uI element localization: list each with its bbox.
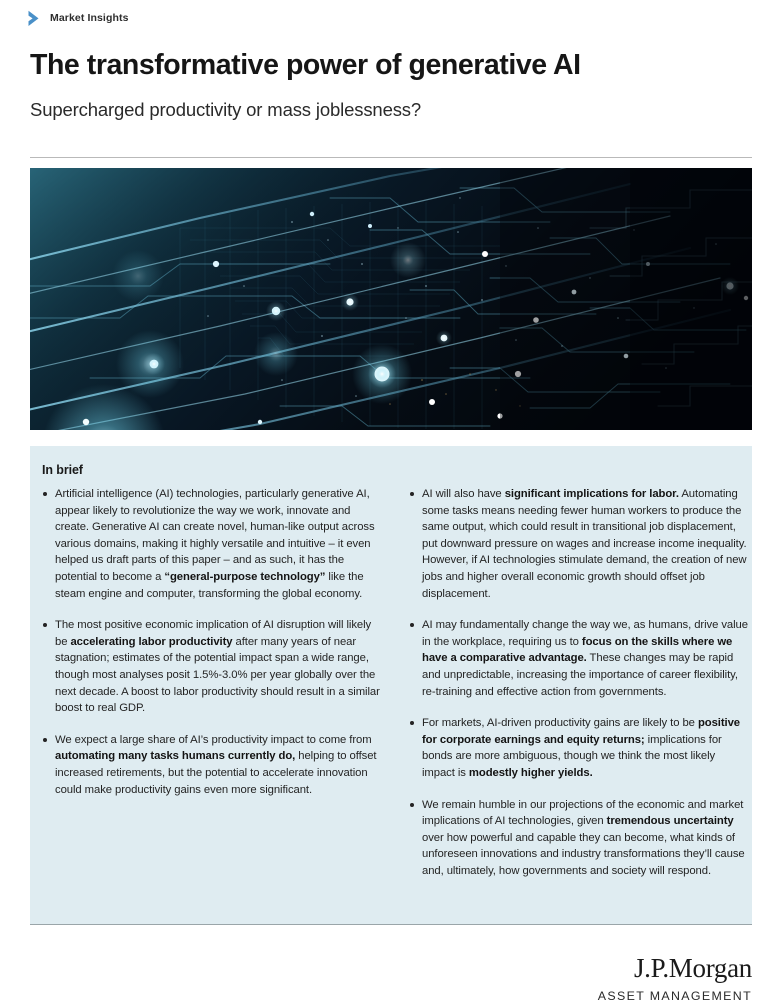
hero-image <box>30 168 752 430</box>
in-brief-right-column <box>409 486 748 879</box>
in-brief-columns <box>42 486 748 879</box>
left-bullet-list <box>42 486 381 798</box>
right-bullet-list <box>409 486 748 879</box>
chevron-right-icon <box>27 10 42 27</box>
page-title: The transformative power of generative AI <box>30 49 581 81</box>
logo-wordmark: J.P.Morgan <box>633 953 752 983</box>
in-brief-panel <box>30 446 752 925</box>
jpmorgan-logo <box>598 955 752 1002</box>
in-brief-left-column <box>42 486 381 879</box>
list-item: We expect a large share of AI’s productivity impact to come from automating many tasks humans currently do, helping to offset increased retirements, but the potential to accelerate innovation could make productivity gains even more significant. <box>42 732 381 798</box>
list-item: AI may fundamentally change the way we, as humans, drive value in the workplace, requiring us to focus on the skills where we have a comparative advantage. These changes may be rapid and unpredictable, increasing the importance of career flexibility, re-training and effective action from governments. <box>409 617 748 700</box>
header-divider <box>30 157 752 158</box>
list-item: The most positive economic implication of AI disruption will likely be accelerating labor productivity after many years of near stagnation; estimates of the potential impact span a wide range, though most analyses posit 1.5%-3.0% per year globally over the next decade. A boost to labor productivity should result in a similar boost to real GDP. <box>42 617 381 717</box>
breadcrumb <box>27 10 129 27</box>
list-item: We remain humble in our projections of the economic and market implications of AI technologies, given tremendous uncertainty over how powerful and capable they can become, what kinds of unforeseen innovations and industry transformations they’ll cause and, ultimately, how governments and society will respond. <box>409 797 748 880</box>
list-item: Artificial intelligence (AI) technologies, particularly generative AI, appear likely to revolutionize the way we work, innovate and create. Generative AI can create novel, human-like output across various domains, making it highly versatile and intuitive – it even helped us draft parts of this paper – and as such, it has the potential to become a “general-purpose technology” like the steam engine and computer, transforming the global economy. <box>42 486 381 602</box>
page-subtitle: Supercharged productivity or mass joblessness? <box>30 99 422 120</box>
list-item: AI will also have significant implications for labor. Automating some tasks means needing fewer human workers to produce the same output, which could result in transitional job displacement, put downward pressure on wages and increase income inequality. However, if AI technologies stimulate demand, the creation of new jobs and higher overall economic growth should offset job displacement. <box>409 486 748 602</box>
breadcrumb-label: Market Insights <box>50 12 129 25</box>
in-brief-heading: In brief <box>42 463 83 477</box>
logo-tagline: ASSET MANAGEMENT <box>597 989 752 1003</box>
list-item: For markets, AI-driven productivity gains are likely to be positive for corporate earnings and equity returns; implications for bonds are more ambiguous, though we think the most likely impact is modestly higher yields. <box>409 715 748 781</box>
